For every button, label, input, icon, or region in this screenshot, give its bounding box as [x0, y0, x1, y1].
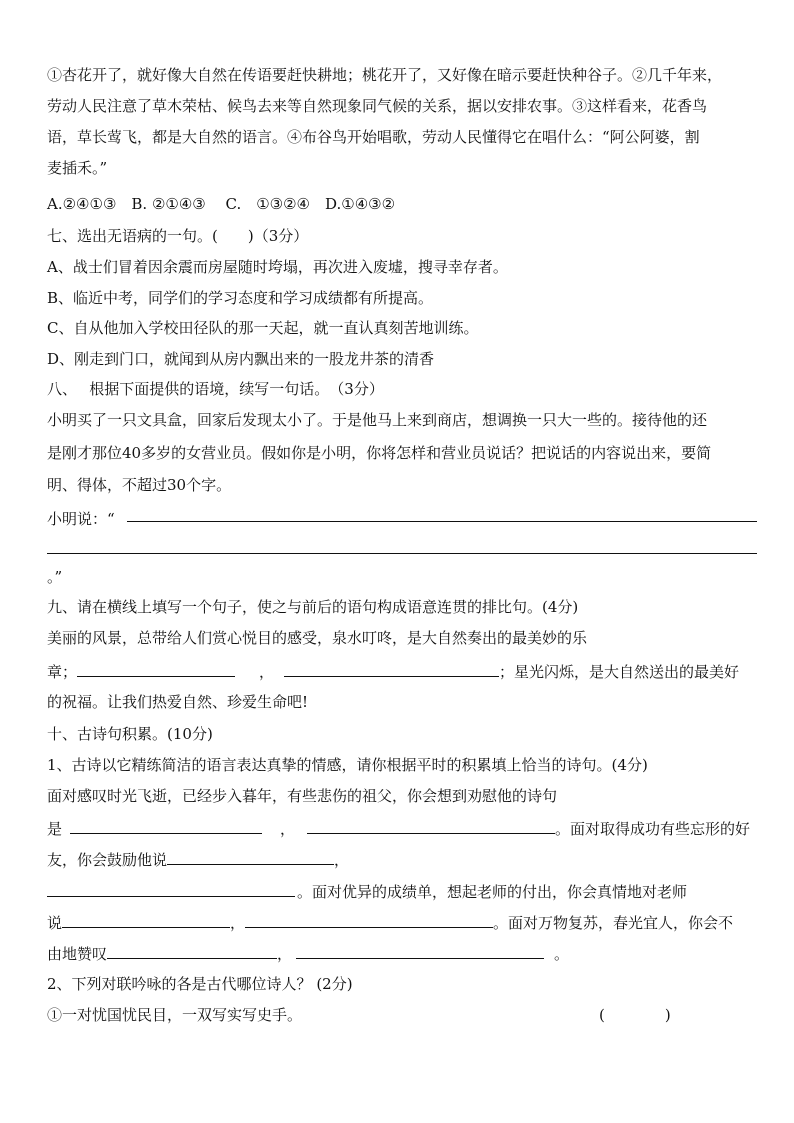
q9-title: 九、请在横线上填写一个句子，使之与前后的语句构成语意连贯的排比句。(4分): [47, 598, 579, 616]
q10-text-3a: 友，你会鼓励他说: [47, 851, 168, 869]
q8-prompt: 小明说：“: [47, 510, 115, 528]
q10-text-2a: 是: [47, 820, 63, 838]
q9-text-3: 的祝福。让我们热爱自然、珍爱生命吧!: [47, 693, 309, 711]
q9-text-2c: ；星光闪烁，是大自然送出的最美好: [499, 663, 740, 681]
q9-text-1: 美丽的风景，总带给人们赏心悦目的感受，泉水叮咚，是大自然奏出的最美妙的乐: [47, 629, 588, 647]
q10-blank-7[interactable]: [107, 942, 277, 959]
q10-blank-6[interactable]: [245, 911, 493, 928]
q10-blank-2[interactable]: [307, 817, 555, 834]
q10-blank-5[interactable]: [62, 911, 230, 928]
passage-line-2: 劳动人民注意了草木荣枯、候鸟去来等自然现象同气候的关系，据以安排农事。③这样看来，花香鸟: [47, 97, 708, 115]
q10-sub1-title: 1、古诗以它精练简洁的语言表达真挚的情感，请你根据平时的积累填上恰当的诗句。(4分): [47, 756, 648, 774]
q9-blank-1[interactable]: [77, 660, 235, 677]
q10-sub1-text-6: [47, 942, 569, 964]
q8-end: 。”: [47, 568, 63, 586]
q10-sub1-text-2: [47, 817, 750, 839]
q10-sub1-text-1: 面对感叹时光飞逝，已经步入暮年，有些悲伤的祖父，你会想到劝慰他的诗句: [47, 787, 558, 805]
q10-sub1-text-3: [47, 848, 349, 870]
q10-blank-4[interactable]: [47, 880, 295, 897]
q9-text-2: [47, 660, 739, 682]
q10-text-6b: ，: [277, 945, 293, 963]
q10-title: 十、古诗句积累。(10分): [47, 725, 213, 743]
passage-options: A.②④①③ B. ②①④③ C. ①③②④ D.①④③②: [47, 195, 396, 213]
q10-text-4: 。面对优异的成绩单，想起老师的付出，你会真情地对老师: [297, 883, 688, 901]
passage-line-3: 语，草长莺飞，都是大自然的语言。④布谷鸟开始唱歌，劳动人民懂得它在唱什么：“阿公阿婆，割: [47, 128, 700, 146]
q8-title: 八、 根据下面提供的语境，续写一句话。 （3分）: [47, 380, 384, 398]
q8-answer-line-2[interactable]: [47, 553, 757, 554]
q7-title: 七、选出无语病的一句。( )（3分）: [47, 227, 309, 245]
q8-answer-line-1[interactable]: [127, 521, 757, 522]
q9-blank-2[interactable]: [284, 660, 499, 677]
q10-text-2b: ，: [280, 820, 296, 838]
passage-line-4: 麦插禾。”: [47, 159, 108, 177]
q7-option-a: A、战士们冒着因余震而房屋随时垮塌，再次进入废墟，搜寻幸存者。: [47, 258, 508, 276]
q10-blank-8[interactable]: [296, 942, 544, 959]
q10-text-6c: 。: [554, 945, 570, 963]
q7-option-d: D、刚走到门口，就闻到从房内飘出来的一股龙井茶的清香: [47, 350, 435, 368]
q10-blank-3[interactable]: [167, 848, 334, 865]
q8-context-3: 明、得体，不超过30个字。: [47, 476, 232, 494]
q10-sub1-text-4: [47, 880, 687, 902]
q10-sub1-text-5: [47, 911, 733, 933]
q10-text-5a: 说: [47, 914, 63, 932]
q9-text-2a: 章；: [47, 663, 78, 681]
q10-sub2-item-1: ①一对忧国忧民目，一双写实写史手。: [47, 1006, 303, 1024]
q10-text-5b: ，: [230, 914, 246, 932]
q8-context-1: 小明买了一只文具盒，回家后发现太小了。于是他马上来到商店，想调换一只大一些的。接待他的还: [47, 411, 708, 429]
q10-text-5c: 。面对万物复苏，春光宜人，你会不: [493, 914, 734, 932]
q10-text-3b: ，: [334, 851, 350, 869]
passage-line-1: ①杏花开了，就好像大自然在传语要赶快耕地；桃花开了，又好像在暗示要赶快种谷子。②几千年来，: [47, 66, 723, 84]
q10-sub2-title: 2、下列对联吟咏的各是古代哪位诗人？ (2分): [47, 975, 353, 993]
q10-text-6a: 由地赞叹: [47, 945, 108, 963]
q10-blank-1[interactable]: [70, 817, 262, 834]
q8-context-2: 是刚才那位40多岁的女营业员。假如你是小明，你将怎样和营业员说话？把说话的内容说出来，要简: [47, 444, 712, 462]
q9-text-2b: ，: [259, 663, 275, 681]
q7-option-b: B、临近中考，同学们的学习态度和学习成绩都有所提高。: [47, 289, 434, 307]
q7-option-c: C、自从他加入学校田径队的那一天起，就一直认真刻苦地训练。: [47, 319, 479, 337]
q10-text-2c: 。面对取得成功有些忘形的好: [555, 820, 751, 838]
q10-sub2-answer-paren[interactable]: ( ): [599, 1006, 671, 1024]
